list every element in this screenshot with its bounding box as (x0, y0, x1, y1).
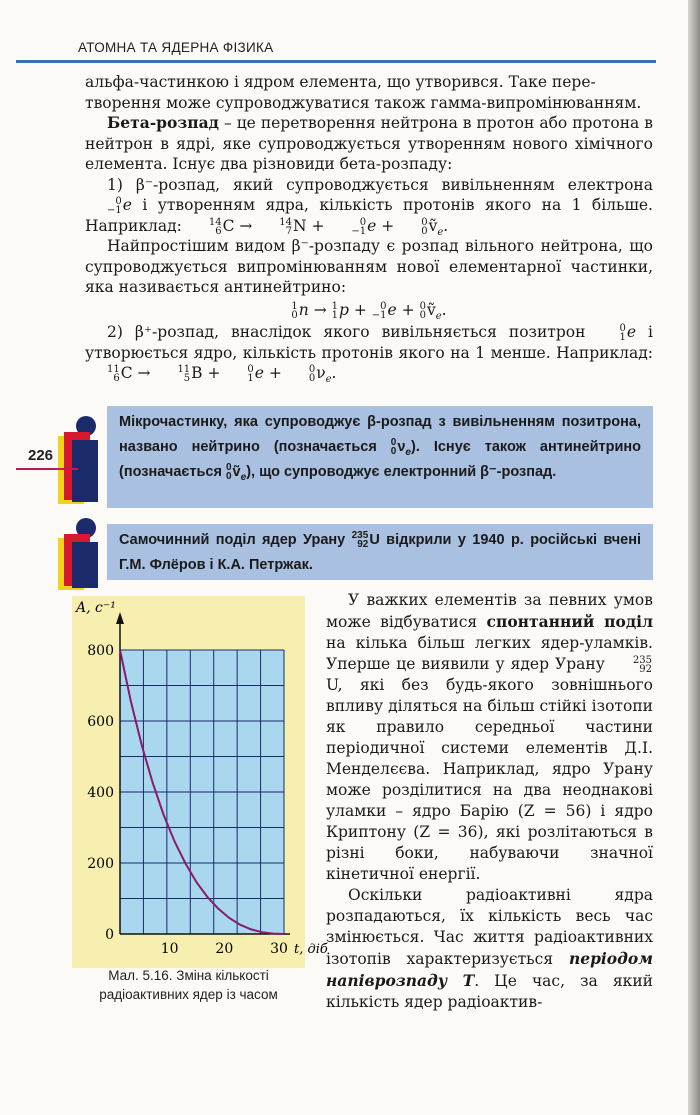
y-tick-label: 800 (87, 643, 114, 659)
fission-term: спонтанний поділ (486, 612, 653, 631)
text-line-1: альфа-частинкою і ядром елемента, що утворився. Таке пере- (85, 73, 596, 91)
caption-line-2: радіоактивних ядер із часом (99, 987, 278, 1002)
x-tick-label: 10 (160, 941, 179, 957)
y-axis-arrow (116, 612, 124, 624)
box1-text-b: ). Існує також антинейтрино (позначається (119, 439, 641, 480)
beta-definition: – це перетворення нейтрона в протон або протона в нейтрон в ядрі, яке супроводжується утворенням нового хімічного елемента. Існує два різновиди бета-розпаду: (85, 114, 653, 173)
main-text (85, 72, 653, 384)
x-axis-label: t, діб (294, 942, 328, 957)
beta-minus-text: 1) β⁻-розпад, який супроводжується вивільненням електрона (107, 175, 653, 194)
caption-line-1: Мал. 5.16. Зміна кількості (108, 968, 269, 983)
header-rule (16, 60, 656, 63)
box1-text-a: Мікрочастинку, яка супроводжує β-розпад з вивільненням позитрона, названо нейтрино (позначається (119, 414, 641, 455)
right-column-text (326, 590, 653, 1013)
info-i-icon (52, 414, 108, 506)
beta-paragraph (85, 113, 653, 175)
fission-text-a: У важких елементів за певних умов може відбуватися (326, 591, 653, 631)
beta-minus-example: 14 6 C → 14 7 N + 0 −1 e + 0 0 ṽ$_e$. (208, 216, 449, 238)
half-life-term: періодом напіврозпаду T (326, 949, 653, 990)
beta-term: Бета-розпад (107, 113, 219, 132)
fission-text-b: на кілька більш легких ядер-уламків. Уперше це виявили у ядер Урану (326, 634, 653, 673)
info-box-neutrino: Мікрочастинку, яка супроводжує β-розпад з вивільненням позитрона, названо нейтрино (позначається 0 0 $\nu_e$). Існує також антинейтрино (позначається 0 0 ṽ$_e$), що супроводжує електронний β⁻-розпад. (107, 406, 653, 508)
spontaneous-fission-paragraph: У важких елементів за певних умов може відбуватися спонтанний поділ на кілька більш легких ядер-уламків. Уперше це виявили у ядер Урану 235 92 U, які без будь-якого зовнішнього впливу діляться на більш стійкі ізотопи як правило середньої частини періодичної системи елементів Д.І. Менделєєва. Наприклад, ядро Урану може розділитися на два неоднакові уламки – ядро Барію (Z = 56) і ядро Криптону (Z = 36), які розлітаються в різні боки, набуваючи значної кінетичної енергії. (326, 591, 653, 883)
decay-chart (72, 596, 328, 968)
info-box-uranium: Самочинний поділ ядер Урану 235 92 U відкрили у 1940 р. російські вчені Г.М. Флёров і К.А. Петржак. (107, 524, 653, 580)
beta-plus-text-2: і утворюється ядро, кількість протонів якого на 1 менше. Наприклад: (85, 323, 653, 362)
half-life-text-b: . Це час, за який кількість ядер радіоактив- (326, 972, 653, 1011)
positron-symbol: 0 1 (619, 323, 626, 343)
half-life-text-a: Оскільки радіоактивні ядра розпадаються, їх кількість весь час змінюється. Час життя радіоактивних ізотопів характеризується (326, 886, 653, 968)
page-number-rule (16, 468, 78, 470)
x-tick-label: 30 (270, 941, 288, 957)
neutron-decay-formula: 1 0 n → 1 1 p + 0 −1 e + 0 0 ṽ$_e$. (291, 300, 447, 322)
y-tick-label: 400 (87, 785, 114, 801)
beta-minus-paragraph: 1) β⁻-розпад, який супроводжується вивільненням електрона 0 −1 e і утворенням ядра, кількість протонів якого на 1 більше. Наприклад: 14 6 C → 14 7 N + 0 −1 e + 0 0 ṽ$_e$. (85, 175, 653, 238)
fission-text-c: U, які без будь-якого зовнішнього впливу діляться на більш стійкі ізотопи як правило середньої частини періодичної системи елементів Д.І. Менделєєва. Наприклад, ядро Урану може розділитися на два неоднакові уламки – ядро Барію (Z = 56) і ядро Криптону (Z = 36), які розлітаються в різні боки, набуваючи значної кінетичної енергії. (326, 676, 653, 883)
y-tick-label: 200 (87, 856, 114, 872)
box2-text-b: відкрили у 1940 р. російські вчені Г.М. Флёров і К.А. Петржак. (119, 532, 642, 573)
beta-plus-example: 11 6 C → 11 5 B + 0 1 e + 0 0 $\nu_e$. (107, 364, 337, 386)
beta-plus-paragraph: 2) β⁺-розпад, внаслідок якого вивільняється позитрон 0 1 e і утворюється ядро, кількість протонів якого на 1 менше. Наприклад: 11 6 C → 11 5 B + 0 1 e + 0 0 $\nu_e$. (85, 323, 653, 386)
box2-text-a: Самочинний поділ ядер Урану (119, 532, 346, 548)
beta-minus-text-2: і утворенням ядра, кількість протонів якого на 1 більше. Наприклад: (85, 196, 653, 235)
running-header: АТОМНА ТА ЯДЕРНА ФІЗИКА (78, 40, 274, 55)
figure-panel (72, 596, 328, 968)
page-edge (688, 0, 700, 1115)
simplest-paragraph: Найпростішим видом β⁻-розпаду є розпад вільного нейтрона, що супроводжується випромінюванням нової елементарної частинки, яка називається антинейтрино: (85, 237, 653, 296)
info-i-icon (52, 516, 108, 592)
electron-symbol: 0 −1 (107, 196, 122, 216)
half-life-paragraph (326, 885, 653, 1013)
page-number: 226 (28, 447, 54, 464)
beta-plus-text: 2) β⁺-розпад, внаслідок якого вивільняється позитрон (107, 323, 586, 341)
y-tick-label: 0 (105, 927, 114, 943)
x-tick-label: 20 (215, 941, 234, 957)
y-tick-label: 600 (87, 714, 114, 730)
box1-text-c: ), що супроводжує електронний β⁻-розпад. (246, 464, 557, 480)
text-line-2: творення може супроводжуватися також гамма-випромінюванням. (85, 93, 642, 112)
y-axis-label: A, с⁻¹ (76, 600, 116, 616)
figure-caption (72, 966, 305, 1004)
